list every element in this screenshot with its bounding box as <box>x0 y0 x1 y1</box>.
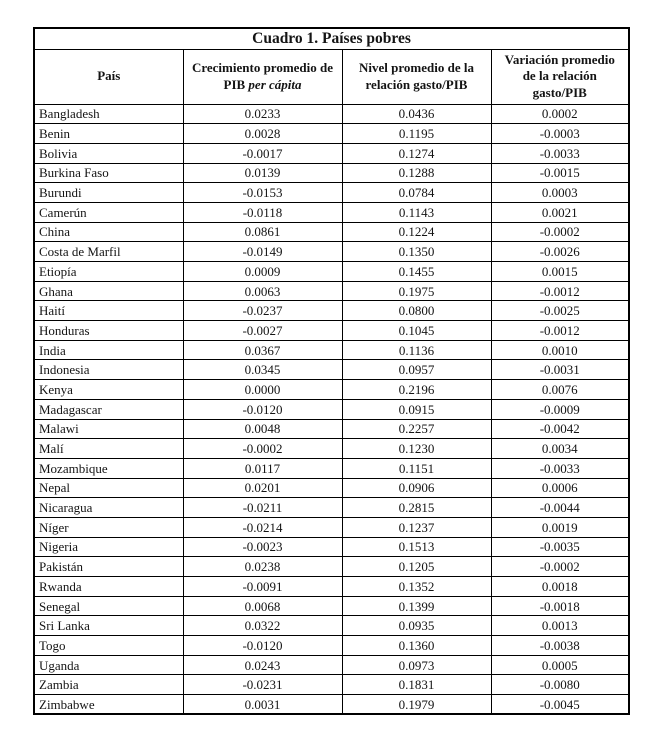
table-row <box>34 596 629 616</box>
table-row <box>34 636 629 656</box>
value-cell: -0.0118 <box>183 202 342 222</box>
value-cell: -0.0237 <box>183 301 342 321</box>
value-cell: 0.1230 <box>342 439 491 459</box>
value-cell: 0.1195 <box>342 124 491 144</box>
value-cell: -0.0031 <box>491 360 629 380</box>
column-header-crecimiento-label: Crecimiento promedio de PIB <box>191 59 334 92</box>
value-cell: -0.0003 <box>491 124 629 144</box>
column-header-crecimiento <box>183 49 342 104</box>
table-title-row <box>34 28 629 49</box>
table-container <box>33 27 630 715</box>
value-cell: -0.0002 <box>491 557 629 577</box>
table-row <box>34 478 629 498</box>
value-cell: 0.1360 <box>342 636 491 656</box>
value-cell: 0.0367 <box>183 340 342 360</box>
country-cell: Mozambique <box>34 458 183 478</box>
column-header-variacion <box>491 49 629 104</box>
value-cell: 0.0915 <box>342 399 491 419</box>
table-row <box>34 537 629 557</box>
table-row <box>34 183 629 203</box>
country-cell: Uganda <box>34 655 183 675</box>
value-cell: 0.2815 <box>342 498 491 518</box>
value-cell: -0.0153 <box>183 183 342 203</box>
column-header-pais-label: País <box>97 68 121 84</box>
paises-pobres-table <box>33 27 630 715</box>
value-cell: 0.0003 <box>491 183 629 203</box>
country-cell: Benin <box>34 124 183 144</box>
value-cell: 0.1455 <box>342 262 491 282</box>
value-cell: -0.0027 <box>183 321 342 341</box>
value-cell: -0.0033 <box>491 143 629 163</box>
value-cell: 0.2257 <box>342 419 491 439</box>
value-cell: 0.1151 <box>342 458 491 478</box>
country-cell: Nicaragua <box>34 498 183 518</box>
value-cell: 0.0436 <box>342 104 491 124</box>
table-row <box>34 675 629 695</box>
value-cell: 0.0861 <box>183 222 342 242</box>
value-cell: -0.0026 <box>491 242 629 262</box>
value-cell: 0.1979 <box>342 695 491 715</box>
table-row <box>34 517 629 537</box>
value-cell: -0.0231 <box>183 675 342 695</box>
country-cell: Togo <box>34 636 183 656</box>
country-cell: Malawi <box>34 419 183 439</box>
value-cell: 0.0048 <box>183 419 342 439</box>
table-row <box>34 262 629 282</box>
value-cell: 0.0005 <box>491 655 629 675</box>
table-row <box>34 202 629 222</box>
table-header-row <box>34 49 629 104</box>
table-row <box>34 458 629 478</box>
country-cell: Sri Lanka <box>34 616 183 636</box>
country-cell: Etiopía <box>34 262 183 282</box>
value-cell: 0.0233 <box>183 104 342 124</box>
value-cell: 0.1143 <box>342 202 491 222</box>
country-cell: Nepal <box>34 478 183 498</box>
country-cell: Indonesia <box>34 360 183 380</box>
country-cell: Ghana <box>34 281 183 301</box>
value-cell: 0.0201 <box>183 478 342 498</box>
value-cell: 0.1237 <box>342 517 491 537</box>
value-cell: 0.1831 <box>342 675 491 695</box>
value-cell: 0.0021 <box>491 202 629 222</box>
value-cell: 0.1224 <box>342 222 491 242</box>
country-cell: Burkina Faso <box>34 163 183 183</box>
value-cell: 0.1288 <box>342 163 491 183</box>
value-cell: 0.0243 <box>183 655 342 675</box>
value-cell: 0.0935 <box>342 616 491 636</box>
value-cell: 0.0028 <box>183 124 342 144</box>
value-cell: 0.0006 <box>491 478 629 498</box>
value-cell: 0.0800 <box>342 301 491 321</box>
country-cell: Níger <box>34 517 183 537</box>
table-row <box>34 557 629 577</box>
table-row <box>34 124 629 144</box>
table-row <box>34 242 629 262</box>
country-cell: India <box>34 340 183 360</box>
table-row <box>34 104 629 124</box>
value-cell: 0.0345 <box>183 360 342 380</box>
value-cell: -0.0120 <box>183 636 342 656</box>
table-row <box>34 340 629 360</box>
country-cell: China <box>34 222 183 242</box>
value-cell: 0.0139 <box>183 163 342 183</box>
table-row <box>34 281 629 301</box>
value-cell: -0.0080 <box>491 675 629 695</box>
value-cell: -0.0033 <box>491 458 629 478</box>
country-cell: Pakistán <box>34 557 183 577</box>
table-row <box>34 163 629 183</box>
table-row <box>34 419 629 439</box>
value-cell: -0.0035 <box>491 537 629 557</box>
table-row <box>34 695 629 715</box>
value-cell: 0.0068 <box>183 596 342 616</box>
value-cell: -0.0012 <box>491 321 629 341</box>
table-row <box>34 439 629 459</box>
value-cell: -0.0018 <box>491 596 629 616</box>
value-cell: -0.0002 <box>183 439 342 459</box>
value-cell: 0.1513 <box>342 537 491 557</box>
table-row <box>34 143 629 163</box>
country-cell: Burundi <box>34 183 183 203</box>
value-cell: 0.0013 <box>491 616 629 636</box>
value-cell: 0.0957 <box>342 360 491 380</box>
value-cell: -0.0017 <box>183 143 342 163</box>
value-cell: 0.0973 <box>342 655 491 675</box>
value-cell: 0.0000 <box>183 380 342 400</box>
value-cell: 0.1975 <box>342 281 491 301</box>
country-cell: Costa de Marfil <box>34 242 183 262</box>
value-cell: -0.0002 <box>491 222 629 242</box>
table-row <box>34 222 629 242</box>
country-cell: Nigeria <box>34 537 183 557</box>
column-header-pais <box>34 49 183 104</box>
column-header-nivel-label: Nivel promedio de la relación gasto/PIB <box>359 59 474 92</box>
value-cell: -0.0045 <box>491 695 629 715</box>
value-cell: 0.1205 <box>342 557 491 577</box>
value-cell: 0.0018 <box>491 577 629 597</box>
value-cell: -0.0015 <box>491 163 629 183</box>
value-cell: -0.0120 <box>183 399 342 419</box>
table-body <box>34 104 629 714</box>
value-cell: 0.0019 <box>491 517 629 537</box>
country-cell: Malí <box>34 439 183 459</box>
table-row <box>34 399 629 419</box>
value-cell: -0.0044 <box>491 498 629 518</box>
table-row <box>34 577 629 597</box>
value-cell: -0.0012 <box>491 281 629 301</box>
value-cell: 0.0784 <box>342 183 491 203</box>
country-cell: Rwanda <box>34 577 183 597</box>
value-cell: 0.0238 <box>183 557 342 577</box>
value-cell: 0.0009 <box>183 262 342 282</box>
table-row <box>34 360 629 380</box>
value-cell: -0.0009 <box>491 399 629 419</box>
value-cell: 0.0015 <box>491 262 629 282</box>
value-cell: 0.0010 <box>491 340 629 360</box>
value-cell: -0.0042 <box>491 419 629 439</box>
table-row <box>34 498 629 518</box>
table-row <box>34 301 629 321</box>
value-cell: -0.0149 <box>183 242 342 262</box>
country-cell: Zimbabwe <box>34 695 183 715</box>
column-header-nivel <box>342 49 491 104</box>
value-cell: 0.0063 <box>183 281 342 301</box>
value-cell: 0.1136 <box>342 340 491 360</box>
value-cell: 0.0322 <box>183 616 342 636</box>
value-cell: 0.0076 <box>491 380 629 400</box>
value-cell: 0.1352 <box>342 577 491 597</box>
value-cell: 0.0117 <box>183 458 342 478</box>
country-cell: Haití <box>34 301 183 321</box>
table-row <box>34 380 629 400</box>
country-cell: Madagascar <box>34 399 183 419</box>
country-cell: Bangladesh <box>34 104 183 124</box>
value-cell: 0.1274 <box>342 143 491 163</box>
value-cell: 0.0034 <box>491 439 629 459</box>
value-cell: 0.0002 <box>491 104 629 124</box>
value-cell: 0.2196 <box>342 380 491 400</box>
value-cell: -0.0025 <box>491 301 629 321</box>
value-cell: -0.0211 <box>183 498 342 518</box>
column-header-variacion-label: Variación promedio de la relación gasto/PIB <box>504 51 615 100</box>
value-cell: -0.0091 <box>183 577 342 597</box>
value-cell: -0.0214 <box>183 517 342 537</box>
value-cell: 0.0906 <box>342 478 491 498</box>
value-cell: -0.0038 <box>491 636 629 656</box>
country-cell: Zambia <box>34 675 183 695</box>
value-cell: -0.0023 <box>183 537 342 557</box>
value-cell: 0.1350 <box>342 242 491 262</box>
table-row <box>34 655 629 675</box>
column-header-crecimiento-italic: per cápita <box>248 76 302 92</box>
country-cell: Camerún <box>34 202 183 222</box>
country-cell: Kenya <box>34 380 183 400</box>
value-cell: 0.1045 <box>342 321 491 341</box>
country-cell: Bolivia <box>34 143 183 163</box>
value-cell: 0.0031 <box>183 695 342 715</box>
country-cell: Honduras <box>34 321 183 341</box>
table-row <box>34 321 629 341</box>
table-row <box>34 616 629 636</box>
table-title: Cuadro 1. Países pobres <box>34 28 629 49</box>
country-cell: Senegal <box>34 596 183 616</box>
value-cell: 0.1399 <box>342 596 491 616</box>
